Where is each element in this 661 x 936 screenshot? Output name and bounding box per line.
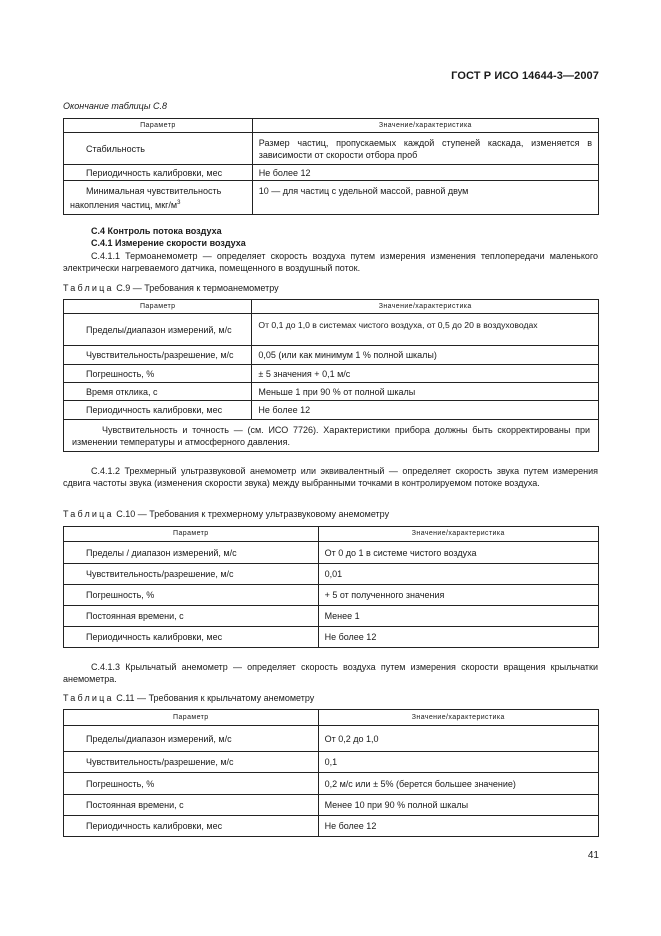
paragraph-c411: С.4.1.1 Термоанемометр — определяет скорость воздуха путем измерения изменения теплопередачи маленького электрически нагреваемого датчика, помещенного в воздушный поток. xyxy=(63,251,598,273)
col-header-param: Параметр xyxy=(64,710,319,726)
param-line-2: накопления частиц, мкг/м xyxy=(70,199,178,210)
table-header-row xyxy=(64,527,599,542)
caption-label: Таблица xyxy=(63,283,114,293)
param-cell: Чувствительность/разрешение, м/с xyxy=(64,564,319,585)
table-note: Чувствительность и точность — (см. ИСО 7726). Характеристики прибора должны быть скорректированы при изменении температуры и атмосферного давления. xyxy=(64,420,599,452)
table-c8-caption: Окончание таблицы С.8 xyxy=(63,101,167,111)
page-header: ГОСТ Р ИСО 14644-3—2007 xyxy=(451,70,599,82)
value-cell: 0,01 xyxy=(318,564,598,585)
value-cell: Не более 12 xyxy=(318,627,598,648)
table-row xyxy=(64,816,599,837)
param-cell: Погрешность, % xyxy=(64,773,319,795)
table-c11 xyxy=(63,709,599,837)
param-cell: Стабильность xyxy=(64,133,253,165)
caption-label: Таблица xyxy=(63,509,114,519)
table-row xyxy=(64,564,599,585)
param-cell xyxy=(64,181,253,215)
paragraph-c412: С.4.1.2 Трехмерный ультразвуковой анемометр или эквивалентный — определяет скорость звука путем измерения сдвига частоты звука (изменения скорости звука) между выбранными точками в контролируемом потоке воздуха. xyxy=(63,466,598,488)
col-header-param: Параметр xyxy=(64,527,319,542)
value-cell: Менее 10 при 90 % полной шкалы xyxy=(318,795,598,816)
caption-text: С.11 — Требования к крыльчатому анемометру xyxy=(116,693,315,703)
param-cell: Время отклика, с xyxy=(64,383,252,401)
table-row xyxy=(64,795,599,816)
value-cell: 0,1 xyxy=(318,752,598,773)
table-note-row xyxy=(64,420,599,452)
table-row xyxy=(64,383,599,401)
caption-text: С.9 — Требования к термоанемометру xyxy=(116,283,279,293)
table-row xyxy=(64,365,599,383)
col-header-value: Значение/характеристика xyxy=(252,300,599,314)
superscript: 3 xyxy=(177,199,181,206)
table-c8 xyxy=(63,118,599,215)
col-header-value: Значение/характеристика xyxy=(318,710,598,726)
caption-label: Таблица xyxy=(63,693,114,703)
table-row xyxy=(64,165,599,181)
param-cell: Пределы/диапазон измерений, м/с xyxy=(64,726,319,752)
param-cell: Чувствительность/разрешение, м/с xyxy=(64,346,252,365)
value-cell: Меньше 1 при 90 % от полной шкалы xyxy=(252,383,599,401)
table-header-row xyxy=(64,710,599,726)
col-header-value: Значение/характеристика xyxy=(318,527,598,542)
page-number: 41 xyxy=(587,850,599,861)
value-cell: От 0,2 до 1,0 xyxy=(318,726,598,752)
table-header-row xyxy=(64,119,599,133)
table-c9 xyxy=(63,299,599,452)
value-cell: Не более 12 xyxy=(252,165,598,181)
table-c10 xyxy=(63,526,599,648)
value-cell: ± 5 значения + 0,1 м/с xyxy=(252,365,599,383)
col-header-value: Значение/характеристика xyxy=(252,119,598,133)
section-c41-title: С.4.1 Измерение скорости воздуха xyxy=(91,238,246,248)
value-cell: От 0 до 1 в системе чистого воздуха xyxy=(318,542,598,564)
value-cell: Не более 12 xyxy=(252,401,599,420)
param-cell: Постоянная времени, с xyxy=(64,606,319,627)
table-row xyxy=(64,627,599,648)
table-row xyxy=(64,314,599,346)
value-cell: 0,2 м/с или ± 5% (берется большее значение) xyxy=(318,773,598,795)
param-cell: Пределы / диапазон измерений, м/с xyxy=(64,542,319,564)
value-cell: 0,05 (или как минимум 1 % полной шкалы) xyxy=(252,346,599,365)
value-cell: От 0,1 до 1,0 в системах чистого воздуха, от 0,5 до 20 в воздуховодах xyxy=(252,314,599,346)
param-line-1: Минимальная чувствительность xyxy=(86,185,222,196)
col-header-param: Параметр xyxy=(64,119,253,133)
param-cell: Погрешность, % xyxy=(64,585,319,606)
param-cell: Периодичность калибровки, мес xyxy=(64,816,319,837)
value-cell: + 5 от полученного значения xyxy=(318,585,598,606)
value-cell: Не более 12 xyxy=(318,816,598,837)
table-row xyxy=(64,585,599,606)
paragraph-c413: С.4.1.3 Крыльчатый анемометр — определяет скорость воздуха путем измерения скорости вращения крыльчатки анемометра. xyxy=(63,662,598,684)
param-cell: Периодичность калибровки, мес xyxy=(64,627,319,648)
param-cell: Постоянная времени, с xyxy=(64,795,319,816)
table-c10-caption xyxy=(63,509,389,519)
table-row xyxy=(64,181,599,215)
table-row xyxy=(64,726,599,752)
param-cell: Периодичность калибровки, мес xyxy=(64,165,253,181)
table-c11-caption xyxy=(63,693,314,703)
value-cell: Размер частиц, пропускаемых каждой ступеней каскада, изменяется в зависимости от скорости отбора проб xyxy=(252,133,598,165)
section-c4-title: С.4 Контроль потока воздуха xyxy=(91,226,222,236)
table-row xyxy=(64,133,599,165)
table-c9-caption xyxy=(63,283,279,293)
param-cell: Погрешность, % xyxy=(64,365,252,383)
caption-text: С.10 — Требования к трехмерному ультразвуковому анемометру xyxy=(116,509,390,519)
col-header-param: Параметр xyxy=(64,300,252,314)
value-cell: Менее 1 xyxy=(318,606,598,627)
table-row xyxy=(64,773,599,795)
table-row xyxy=(64,606,599,627)
value-cell: 10 — для частиц с удельной массой, равной двум xyxy=(252,181,598,215)
table-header-row xyxy=(64,300,599,314)
table-row xyxy=(64,542,599,564)
param-cell: Чувствительность/разрешение, м/с xyxy=(64,752,319,773)
table-row xyxy=(64,346,599,365)
table-row xyxy=(64,401,599,420)
param-cell: Пределы/диапазон измерений, м/с xyxy=(64,314,252,346)
param-cell: Периодичность калибровки, мес xyxy=(64,401,252,420)
table-row xyxy=(64,752,599,773)
